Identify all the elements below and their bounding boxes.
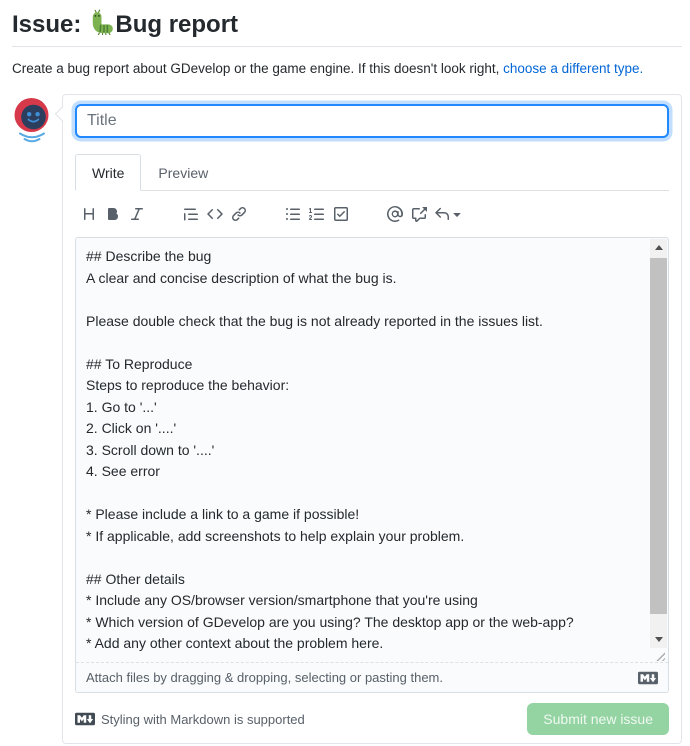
markdown-icon [638, 668, 658, 688]
quote-icon[interactable] [179, 201, 203, 227]
toolbar-group-lists [281, 201, 353, 227]
title-divider [12, 46, 682, 47]
avatar-column [12, 94, 62, 744]
tasklist-icon[interactable] [329, 201, 353, 227]
scrollbar-down-arrow[interactable] [650, 631, 667, 648]
mention-icon[interactable] [383, 201, 407, 227]
issue-form-row [12, 94, 682, 744]
template-description-text: Create a bug report about GDevelop or the game engine. If this doesn't look right, [12, 61, 500, 76]
list-ordered-icon[interactable] [305, 201, 329, 227]
bug-emoji-icon [87, 8, 114, 42]
toolbar-group-insert [179, 201, 251, 227]
markdown-supported-note [75, 709, 305, 729]
chevron-down-icon [452, 206, 462, 222]
avatar [12, 133, 52, 150]
markdown-toolbar [75, 191, 669, 237]
attach-files-hint: Attach files by dragging & dropping, selecting or pasting them. [86, 670, 443, 685]
comment-editor [75, 237, 669, 693]
textarea-scrollbar[interactable] [650, 239, 667, 648]
tab-preview[interactable]: Preview [141, 154, 225, 190]
link-icon[interactable] [227, 201, 251, 227]
page-title [12, 8, 682, 42]
down-triangle-icon [655, 637, 663, 646]
form-actions-row [75, 703, 669, 735]
speech-bubble-caret-inner [56, 106, 64, 122]
page-title-text: Bug report [115, 11, 239, 38]
saved-replies-icon[interactable] [431, 201, 465, 227]
issue-body-textarea[interactable] [76, 238, 668, 662]
attach-files-area[interactable] [76, 662, 668, 692]
toolbar-group-refs [383, 201, 465, 227]
heading-icon[interactable] [77, 201, 101, 227]
submit-new-issue-button[interactable]: Submit new issue [527, 703, 669, 735]
template-description [12, 60, 682, 77]
scrollbar-thumb[interactable] [650, 258, 667, 614]
list-unordered-icon[interactable] [281, 201, 305, 227]
choose-different-type-link[interactable]: choose a different type. [503, 61, 644, 76]
up-triangle-icon [655, 241, 663, 250]
cross-reference-icon[interactable] [407, 201, 431, 227]
markdown-supported-text: Styling with Markdown is supported [101, 711, 305, 727]
write-preview-tabnav [75, 154, 669, 191]
bold-icon[interactable] [101, 201, 125, 227]
markdown-icon [75, 709, 95, 729]
issue-title-input[interactable] [75, 104, 669, 138]
issue-form [62, 94, 682, 744]
tab-write[interactable]: Write [75, 154, 141, 191]
italic-icon[interactable] [125, 201, 149, 227]
scrollbar-up-arrow[interactable] [650, 239, 667, 256]
toolbar-group-text [77, 201, 149, 227]
page-title-prefix: Issue: [12, 11, 82, 38]
code-icon[interactable] [203, 201, 227, 227]
